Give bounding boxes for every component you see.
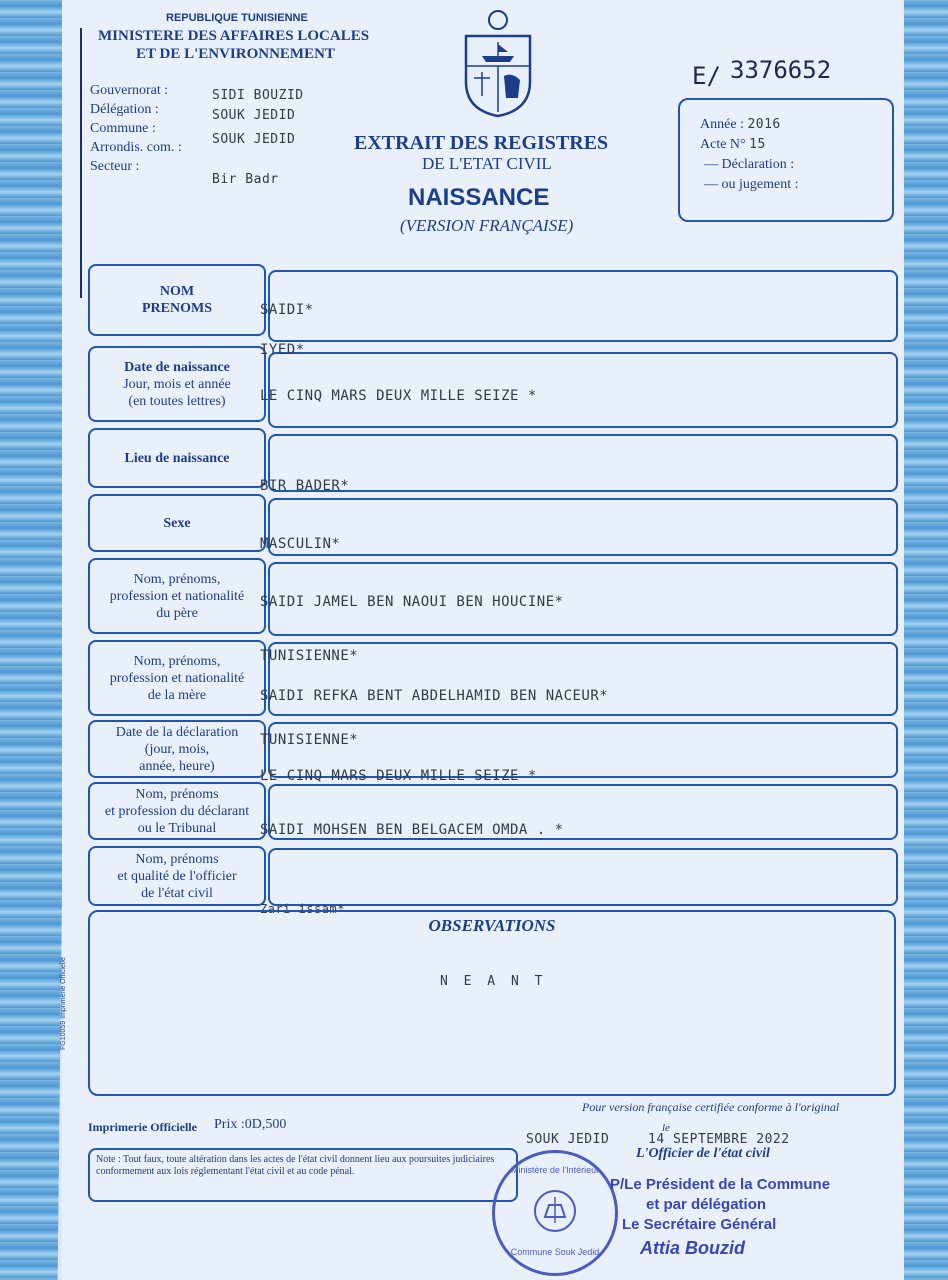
acte-value: 15 — [749, 137, 766, 152]
stamp-text-bottom: Commune Souk Jedid — [510, 1247, 600, 1257]
row-label-sexe: Sexe — [88, 494, 266, 552]
official-stamp — [492, 1150, 618, 1276]
acte-info-box — [678, 98, 894, 222]
ministry-line-1: MINISTERE DES AFFAIRES LOCALES — [98, 28, 370, 44]
title-version: (VERSION FRANÇAISE) — [400, 216, 574, 235]
title-naissance: NAISSANCE — [408, 184, 550, 211]
mere-nationalite-value: TUNISIENNE* — [260, 732, 359, 748]
commune-value: SOUK JEDID — [212, 132, 296, 147]
row-label-nom-prenoms: NOM PRENOMS — [88, 264, 266, 336]
side-print-code: FG10059 Imprimerie Officielle — [60, 957, 67, 1050]
observations-box — [88, 910, 896, 1096]
row-label-lieu-naissance: Lieu de naissance — [88, 428, 266, 488]
row-label-declarant: Nom, prénoms et profession du déclarant ou le Tribunal — [88, 782, 266, 840]
serial-prefix: E/ — [692, 62, 721, 90]
date-value: 14 SEPTEMBRE 2022 — [648, 1132, 790, 1147]
secteur-label: Secteur : — [90, 159, 140, 174]
officier-signature-label: L'Officier de l'état civil — [636, 1146, 770, 1161]
imprimerie-label: Imprimerie Officielle — [88, 1120, 197, 1134]
row-value-box-mere — [268, 642, 898, 716]
jugement-label: — ou jugement : — [704, 177, 799, 192]
officier-value: Zari issam* — [260, 902, 345, 916]
mere-value: SAIDI REFKA BENT ABDELHAMID BEN NACEUR* — [260, 688, 609, 704]
prenom-value: IYED* — [260, 342, 305, 358]
signature-line-3: Le Secrétaire Général — [622, 1216, 777, 1233]
birth-certificate-sheet — [62, 0, 904, 1280]
title-etat-civil: DE L'ETAT CIVIL — [422, 154, 552, 173]
row-value-box-lieu — [268, 434, 898, 492]
secteur-value: Bir Badr — [212, 172, 279, 187]
ministry-line-2: ET DE L'ENVIRONNEMENT — [136, 46, 335, 62]
row-value-box-officier — [268, 848, 898, 906]
le-label: le — [662, 1122, 670, 1134]
observations-value: N E A N T — [440, 974, 547, 989]
acte-label: Acte N° — [700, 137, 746, 152]
republic-label: REPUBLIQUE TUNISIENNE — [166, 12, 308, 24]
sexe-value: MASCULIN* — [260, 536, 341, 552]
date-naissance-value: LE CINQ MARS DEUX MILLE SEIZE * — [260, 388, 537, 404]
declaration-label: — Déclaration : — [704, 157, 795, 172]
gouvernorat-label: Gouvernorat : — [90, 83, 169, 98]
tunisia-coat-of-arms-icon — [460, 6, 536, 120]
nom-value: SAIDI* — [260, 302, 314, 318]
signature-name: Attia Bouzid — [640, 1238, 745, 1258]
prix-label: Prix :0D,500 — [214, 1117, 287, 1132]
signature-line-2: et par délégation — [646, 1196, 767, 1213]
legal-note-box — [88, 1148, 518, 1202]
declarant-value: SAIDI MOHSEN BEN BELGACEM OMDA . * — [260, 822, 564, 838]
stamp-text-top: Ministère de l'Intérieur — [510, 1165, 600, 1175]
annee-value: 2016 — [747, 117, 781, 132]
certifiee-conforme-text: Pour version française certifiée conforme à l'original — [582, 1100, 840, 1114]
lieu-value: SOUK JEDID — [526, 1132, 610, 1147]
row-value-box-sexe — [268, 498, 898, 556]
row-value-box-nom — [268, 270, 898, 342]
date-declaration-value: LE CINQ MARS DEUX MILLE SEIZE * — [260, 768, 537, 784]
row-label-date-naissance: Date de naissance Jour, mois et année (en toutes lettres) — [88, 346, 266, 422]
row-label-date-declaration: Date de la déclaration (jour, mois, année, heure) — [88, 720, 266, 778]
annee-label: Année : — [700, 117, 744, 132]
gouvernorat-value: SIDI BOUZID — [212, 88, 304, 103]
serial-number: 3376652 — [730, 56, 832, 84]
pere-value: SAIDI JAMEL BEN NAOUI BEN HOUCINE* — [260, 594, 564, 610]
row-label-pere: Nom, prénoms, profession et nationalité du père — [88, 558, 266, 634]
signature-line-1: P/Le Président de la Commune — [610, 1176, 831, 1193]
row-label-mere: Nom, prénoms, profession et nationalité de la mère — [88, 640, 266, 716]
header-vertical-rule — [80, 28, 82, 298]
row-label-officier: Nom, prénoms et qualité de l'officier de l'état civil — [88, 846, 266, 906]
arrondis-label: Arrondis. com. : — [90, 140, 182, 155]
commune-label: Commune : — [90, 121, 156, 136]
pere-nationalite-value: TUNISIENNE* — [260, 648, 359, 664]
delegation-label: Délégation : — [90, 102, 159, 117]
lieu-naissance-value: BIR BADER* — [260, 478, 350, 494]
observations-title: OBSERVATIONS — [428, 916, 556, 935]
title-extrait: EXTRAIT DES REGISTRES — [354, 132, 609, 154]
legal-note-text: Note : Tout faux, toute altération dans les actes de l'état civil donnent lieu aux poursuites judiciaires conformement aux lois réglementant l'état civil et au code pénal. — [96, 1154, 495, 1177]
stamp-emblem-icon — [531, 1187, 579, 1235]
delegation-value: SOUK JEDID — [212, 108, 296, 123]
